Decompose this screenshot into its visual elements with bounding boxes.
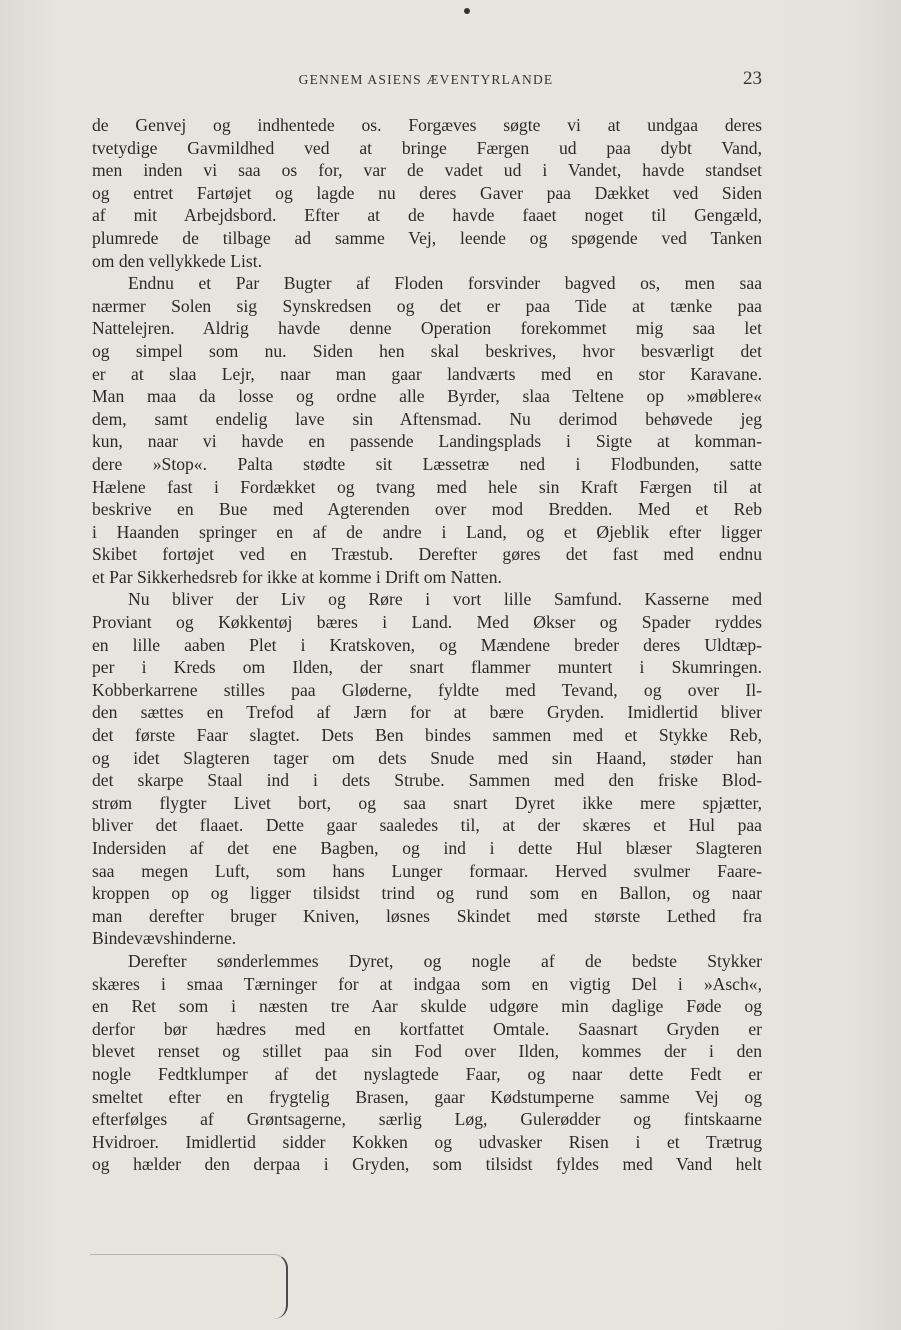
text-line: den sættes en Trefod af Jærn for at bære Gryden. Imidlertid bliver [92,702,762,723]
text-line: men inden vi saa os for, var de vadet ud i Vandet, havde standset [92,160,762,181]
text-line: smeltet efter en frygtelig Brasen, gaar Kødstumperne samme Vej og [92,1086,762,1107]
text-line: Indersiden af det ene Bagben, og ind i dette Hul blæser Slagteren [92,838,762,858]
text-line: Hælene fast i Fordækket og tvang med hele sin Kraft Færgen til at [92,476,762,497]
text-line: og simpel som nu. Siden hen skal beskrives, hvor besværligt det [92,340,762,361]
text-line: strøm flygter Livet bort, og saa snart Dyret ikke mere spjætter, [92,792,762,813]
text-line: kun, naar vi havde en passende Landingsplads i Sigte at komman- [92,431,762,452]
page-corner-mark [90,1254,288,1319]
text-line: man derefter bruger Kniven, løsnes Skindet med største Lethed fra [92,905,762,926]
text-line: det første Faar slagtet. Dets Ben bindes sammen med et Stykke Reb, [92,725,762,746]
text-line: skæres i smaa Tærninger for at indgaa som en vigtig Del i »Asch«, [92,973,762,994]
text-line: af mit Arbejdsbord. Efter at de havde faaet noget til Gengæld, [92,205,762,226]
text-line: en Ret som i næsten tre Aar skulde udgøre min daglige Føde og [92,996,762,1017]
running-title: GENNEM ASIENS ÆVENTYRLANDE [298,72,554,87]
text-line: det skarpe Staal ind i dets Strube. Sammen med den friske Blod- [92,770,762,791]
text-line: blevet renset og stillet paa sin Fod over Ilden, kommes der i den [92,1041,762,1062]
text-line: Derefter sønderlemmes Dyret, og nogle af de bedste Stykker [128,950,762,971]
text-line: plumrede de tilbage ad samme Vej, leende og spøgende ved Tanken [92,227,762,248]
body-text [92,114,762,1176]
text-line: og idet Slagteren tager om dets Snude med sin Haand, støder han [92,747,762,768]
text-line: Proviant og Køkkentøj bæres i Land. Med Økser og Spader ryddes [92,612,762,633]
text-line: nogle Fedtklumper af det nyslagtede Faar, og naar dette Fedt er [92,1063,762,1084]
text-line: Man maa da losse og ordne alle Byrder, slaa Teltene op »møblere« [92,386,762,407]
text-line: nærmer Solen sig Synskredsen og det er paa Tide at tænke paa [92,295,762,316]
text-line: Hvidroer. Imidlertid sidder Kokken og udvasker Risen i et Trætrug [92,1131,762,1152]
text-line: Nu bliver der Liv og Røre i vort lille Samfund. Kasserne med [128,589,762,610]
text-line: og hælder den derpaa i Gryden, som tilsidst fyldes med Vand helt [92,1154,762,1175]
page-number: 23 [743,68,762,89]
text-line: tvetydige Gavmildhed ved at bringe Færgen ud paa dybt Vand, [92,137,762,158]
text-line: om den vellykkede List. [92,250,263,271]
text-line: et Par Sikkerhedsreb for ikke at komme i Drift om Natten. [92,566,502,587]
text-line: en lille aaben Plet i Kratskoven, og Mændene breder deres Uldtæp- [92,634,762,655]
text-line: Bindevævshinderne. [92,928,237,949]
text-line: dem, samt endelig lave sin Aftensmad. Nu derimod behøvede jeg [92,408,762,429]
text-line: per i Kreds om Ilden, der snart flammer muntert i Skumringen. [92,657,762,678]
page-header [90,68,762,92]
text-line: derfor bør hædres med en kortfattet Omtale. Saasnart Gryden er [92,1018,762,1039]
text-line: efterfølges af Grøntsagerne, særlig Løg, Gulerødder og fintskaarne [92,1109,762,1130]
text-line: kroppen op og ligger tilsidst trind og rund som en Ballon, og naar [92,883,762,904]
text-line: de Genvej og indhentede os. Forgæves søgte vi at undgaa deres [92,115,762,135]
text-line: bliver det flaaet. Dette gaar saaledes til, at der skæres et Hul paa [92,815,762,836]
text-line: Endnu et Par Bugter af Floden forsvinder bagved os, men saa [128,273,762,294]
text-line: beskrive en Bue med Agterenden over mod Bredden. Med et Reb [92,499,762,520]
text-line: dere »Stop«. Palta stødte sit Læssetræ ned i Flodbunden, satte [92,453,762,474]
text-line: er at slaa Lejr, naar man gaar landværts med en stor Karavane. [92,363,762,384]
ink-dot [464,8,470,14]
text-line: saa megen Luft, som hans Lunger formaar. Herved svulmer Faare- [92,860,762,881]
text-line: Nattelejren. Aldrig havde denne Operation forekommet mig saa let [92,318,762,339]
text-line: Kobberkarrene stilles paa Gløderne, fyldte med Tevand, og over Il- [92,679,762,700]
text-line: i Haanden springer en af de andre i Land, og et Øjeblik efter ligger [92,521,762,542]
text-line: og entret Fartøjet og lagde nu deres Gaver paa Dækket ved Siden [92,182,762,203]
text-line: Skibet fortøjet ved en Træstub. Derefter gøres det fast med endnu [92,544,762,565]
